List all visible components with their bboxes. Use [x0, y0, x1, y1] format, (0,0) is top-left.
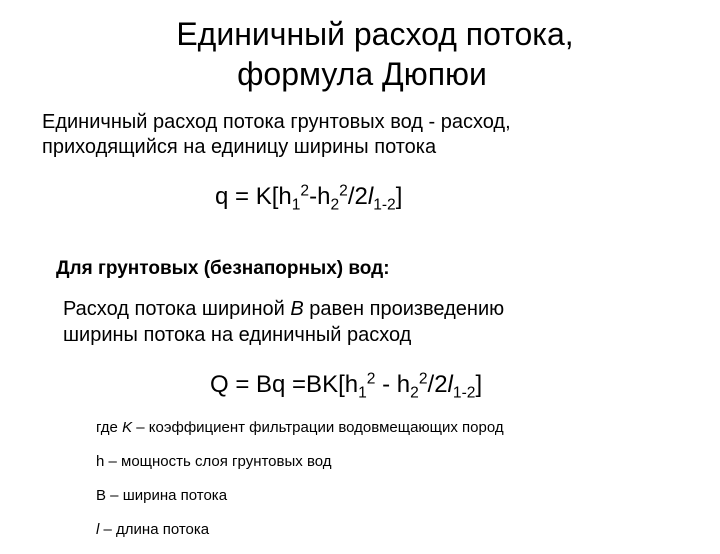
unit-discharge-formula [215, 182, 402, 212]
formula2-prefix: Q = Bq =BK[h [210, 371, 359, 398]
paragraph-line-2: ширины потока на единичный расход [63, 324, 412, 346]
title-line-2: формула Дюпюи [237, 56, 487, 92]
legend-item-b [96, 486, 504, 520]
groundwater-subheading: Для грунтовых (безнапорных) вод: [56, 258, 390, 279]
formula1-sup2: 2 [339, 182, 348, 200]
formula1-sup1: 2 [300, 182, 310, 200]
legend-item-k-after: – коэффициент фильтрации водовмещающих пород [132, 419, 504, 436]
paragraph-line-1 [63, 296, 504, 322]
title-line-1: Единичный расход потока, [176, 16, 574, 52]
legend-item-h-var: h [96, 453, 105, 470]
formula1-mid: -h [309, 183, 331, 210]
formula2-l: l [447, 371, 453, 398]
formula2-sup2: 2 [418, 370, 428, 388]
formula2-sub3: 1-2 [452, 384, 476, 402]
legend-item-k-before: где [96, 419, 123, 436]
formula2-mid: - h [375, 371, 411, 398]
variable-legend [96, 418, 504, 554]
paragraph-line-1-after: равен произведению [303, 298, 505, 320]
formula1-prefix: q = K[h [215, 183, 292, 210]
legend-item-b-after: – ширина потока [106, 487, 228, 504]
total-discharge-formula [210, 370, 482, 400]
formula2-sup1: 2 [366, 370, 376, 388]
formula1-sub1: 1 [291, 196, 301, 214]
definition-text [42, 110, 682, 160]
legend-item-l-var: l [96, 521, 100, 538]
legend-item-k [96, 418, 504, 452]
formula1-sub3: 1-2 [373, 196, 396, 214]
paragraph-line-1-before: Расход потока шириной [63, 298, 291, 320]
formula2-sub2: 2 [410, 384, 419, 402]
legend-item-b-var: B [96, 487, 107, 504]
legend-item-l [96, 520, 504, 554]
formula1-end: ] [395, 183, 403, 210]
formula1-div: /2 [347, 183, 368, 210]
slide-title [0, 14, 720, 94]
formula2-sub1: 1 [358, 384, 367, 402]
formula2-div: /2 [427, 371, 448, 398]
definition-line-1: Единичный расход потока грунтовых вод - расход, [42, 111, 511, 133]
legend-item-h [96, 452, 504, 486]
formula2-end: ] [475, 371, 483, 398]
legend-item-h-after: – мощность слоя грунтовых вод [104, 453, 332, 470]
paragraph-line-1-var: B [290, 298, 304, 320]
discharge-paragraph [63, 296, 504, 348]
formula1-l: l [367, 183, 374, 210]
formula1-sub2: 2 [330, 196, 340, 214]
definition-line-2: приходящийся на единицу ширины потока [42, 136, 437, 158]
legend-item-l-after: – длина потока [99, 521, 210, 538]
legend-item-k-var: K [122, 419, 133, 436]
